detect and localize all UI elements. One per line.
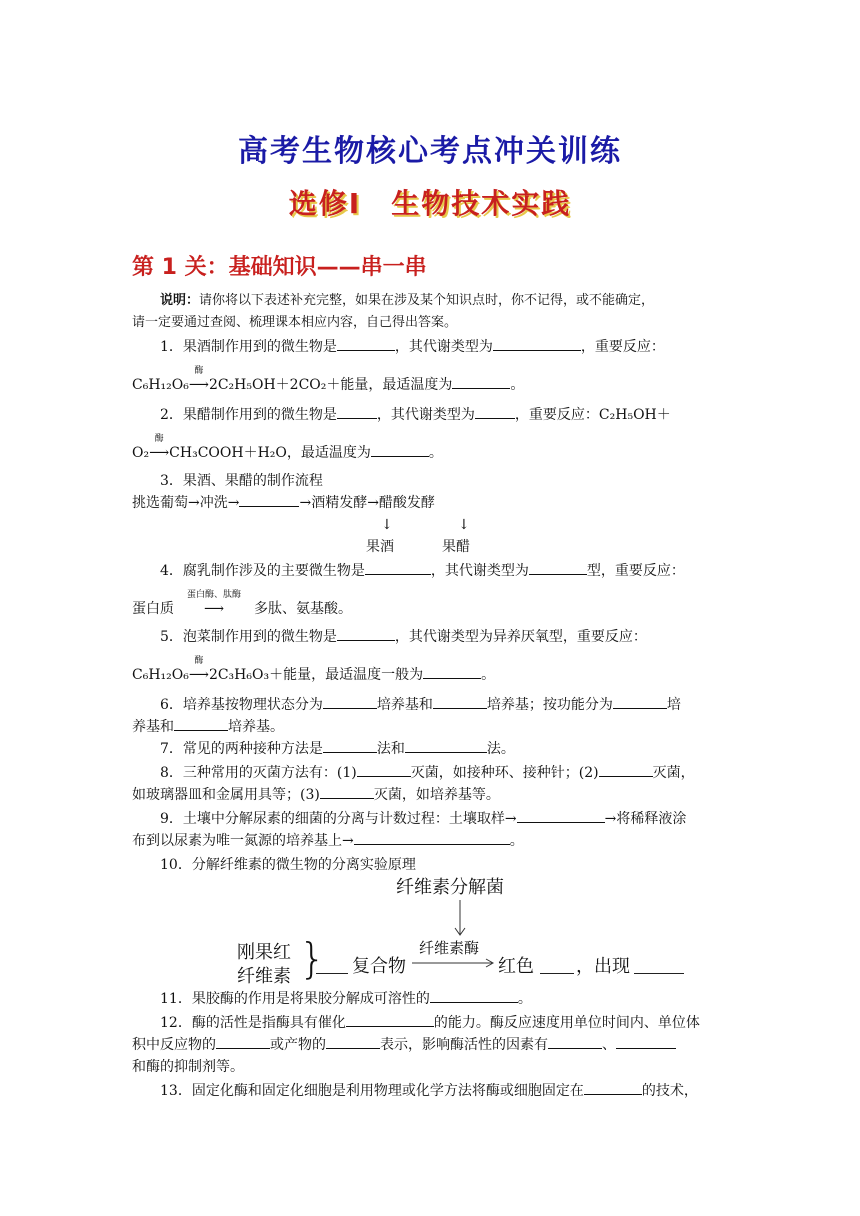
question-12-line-2: 积中反应物的 或产物的 表示，影响酶活性的因素有 、 xyxy=(132,1036,732,1054)
question-1-line-1: 1．果酒制作用到的微生物是 ，其代谢类型为 ，重要反应： xyxy=(160,339,665,355)
flow-arrow-down-2: ↓ xyxy=(458,517,470,533)
question-11: 11．果胶酶的作用是将果胶分解成可溶性的 。 xyxy=(160,991,532,1007)
reaction-arrow: 酶 ⟶ xyxy=(149,434,170,461)
diagram-appear: ，出现 xyxy=(576,956,630,977)
diagram-down-arrow xyxy=(448,898,472,938)
question-8-line-2: 如玻璃器皿和金属用具等；(3) 灭菌，如培养基等。 xyxy=(132,787,500,803)
reaction-arrow: 酶 ⟶ xyxy=(188,656,209,683)
document-title: 高考生物核心考点冲关训练 xyxy=(238,134,622,169)
flow-wine: 果酒 xyxy=(366,539,394,555)
question-1-line-2: C₆H₁₂O₆ 酶 ⟶2C₂H₅OH＋2CO₂＋能量，最适温度为 。 xyxy=(132,366,525,393)
question-8-line-1: 8．三种常用的灭菌方法有：(1) 灭菌，如接种环、接种针；(2) 灭菌， xyxy=(160,765,695,781)
question-6-line-1: 6．培养基按物理状态分为 培养基和 培养基；按功能分为 培 xyxy=(160,697,681,713)
document-subtitle: 选修Ⅰ 生物技术实践 xyxy=(288,187,572,220)
question-4-line-2: 蛋白质 蛋白酶、肽酶 ⟶ 多肽、氨基酸。 xyxy=(132,590,352,617)
question-5-line-1: 5．泡菜制作用到的微生物是 ，其代谢类型为异养厌氧型，重要反应： xyxy=(160,629,647,645)
diagram-blank-3 xyxy=(634,972,684,974)
question-12-line-3: 和酶的抑制剂等。 xyxy=(132,1059,244,1075)
question-10: 10．分解纤维素的微生物的分离实验原理 xyxy=(160,857,416,873)
diagram-blank-1 xyxy=(316,972,348,974)
note-line-2: 请一定要通过查阅、梳理课本相应内容，自己得出答案。 xyxy=(132,315,458,330)
diagram-enzyme-label: 纤维素酶 xyxy=(419,939,480,957)
section-heading: 第 1 关：基础知识——串一串 xyxy=(132,255,427,280)
diagram-brace: } xyxy=(299,934,326,983)
diagram-right-arrow xyxy=(410,956,496,970)
reaction-arrow: 酶 ⟶ xyxy=(188,366,209,393)
flow-line: 挑选葡萄→冲洗→ →酒精发酵→醋酸发酵 xyxy=(132,495,435,511)
question-4-line-1: 4．腐乳制作涉及的主要微生物是 ，其代谢类型为 型，重要反应： xyxy=(160,563,685,579)
diagram-cellulose-bacteria: 纤维素分解菌 xyxy=(396,877,504,898)
flow-vinegar: 果醋 xyxy=(442,539,470,555)
note-line-1: 说明：请你将以下表述补充完整，如果在涉及某个知识点时，你不记得，或不能确定， xyxy=(160,293,655,308)
flow-arrow-down-1: ↓ xyxy=(381,517,393,533)
question-2-line-2: O₂ 酶 ⟶CH₃COOH＋H₂O，最适温度为 。 xyxy=(132,434,443,461)
diagram-blank-2 xyxy=(540,972,574,974)
question-2-line-1: 2．果醋制作用到的微生物是 ，其代谢类型为 ，重要反应：C₂H₅OH＋ xyxy=(160,407,671,423)
question-12-line-1: 12．酶的活性是指酶具有催化 的能力。酶反应速度用单位时间内、单位体 xyxy=(160,1015,700,1031)
question-6-line-2: 养基和 培养基。 xyxy=(132,719,284,735)
diagram-cellulose: 纤维素 xyxy=(237,966,291,987)
question-13: 13．固定化酶和固定化细胞是利用物理或化学方法将酶或细胞固定在 的技术， xyxy=(160,1083,698,1099)
reaction-arrow: 蛋白酶、肽酶 ⟶ xyxy=(186,590,241,617)
question-9-line-1: 9．土壤中分解尿素的细菌的分离与计数过程：土壤取样→ →将稀释液涂 xyxy=(160,811,687,827)
question-3: 3．果酒、果醋的制作流程 xyxy=(160,473,323,489)
question-9-line-2: 布到以尿素为唯一氮源的培养基上→ 。 xyxy=(132,833,524,849)
question-7: 7．常见的两种接种方法是 法和 法。 xyxy=(160,741,515,757)
question-5-line-2: C₆H₁₂O₆ 酶 ⟶2C₃H₆O₃＋能量，最适温度一般为 。 xyxy=(132,656,496,683)
diagram-congo-red: 刚果红 xyxy=(237,942,291,963)
diagram-red-color: 红色 xyxy=(498,956,534,977)
diagram-complex: 复合物 xyxy=(352,956,406,977)
